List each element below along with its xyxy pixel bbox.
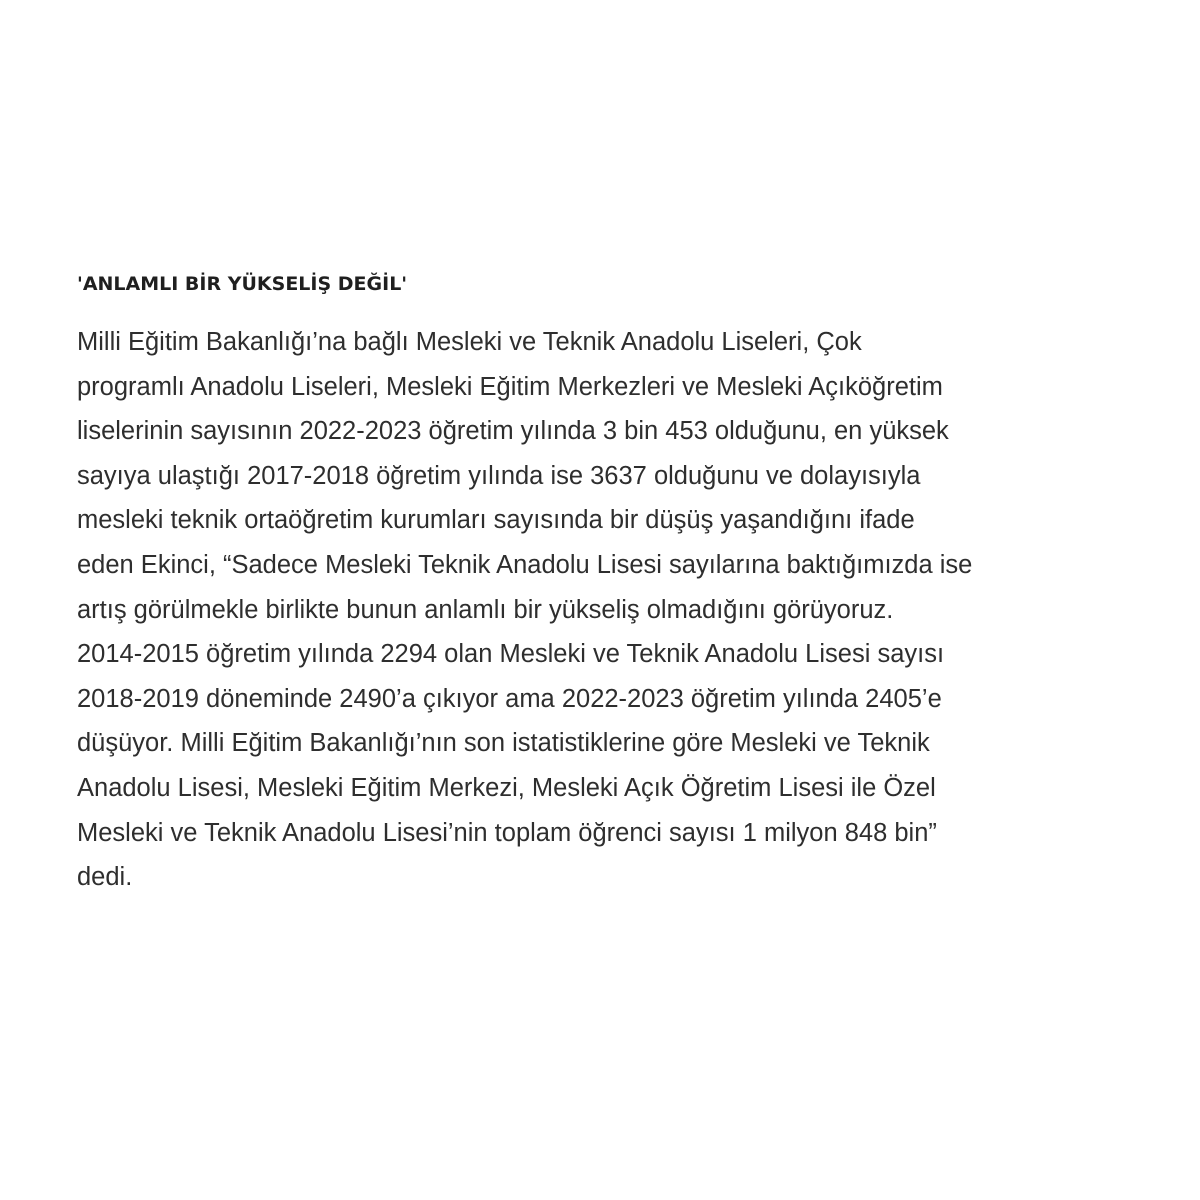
paragraph-line: sayıya ulaştığı 2017-2018 öğretim yılında ise 3637 olduğunu ve dolayısıyla (77, 461, 921, 490)
paragraph-line: dedi. (77, 863, 133, 892)
paragraph-line: eden Ekinci, “Sadece Mesleki Teknik Anadolu Lisesi sayılarına baktığımızda ise (77, 550, 973, 579)
paragraph-line: Mesleki ve Teknik Anadolu Lisesi’nin toplam öğrenci sayısı 1 milyon 848 bin” (77, 818, 937, 847)
paragraph-line: Milli Eğitim Bakanlığı’na bağlı Mesleki ve Teknik Anadolu Liseleri, Çok (77, 328, 862, 356)
paragraph-line: mesleki teknik ortaöğretim kurumları sayısında bir düşüş yaşandığını ifade (77, 506, 915, 535)
article-section (77, 268, 1175, 900)
paragraph-line: artış görülmekle birlikte bunun anlamlı bir yükseliş olmadığını görüyoruz. (77, 595, 894, 624)
paragraph-line: liselerinin sayısının 2022-2023 öğretim yılında 3 bin 453 olduğunu, en yüksek (77, 417, 949, 446)
paragraph-line: 2014-2015 öğretim yılında 2294 olan Mesleki ve Teknik Anadolu Lisesi sayısı (77, 640, 945, 669)
section-heading: 'ANLAMLI BİR YÜKSELİŞ DEĞİL' (77, 273, 408, 295)
paragraph-line: 2018-2019 döneminde 2490’a çıkıyor ama 2022-2023 öğretim yılında 2405’e (77, 684, 942, 713)
paragraph-line: Anadolu Lisesi, Mesleki Eğitim Merkezi, Mesleki Açık Öğretim Lisesi ile Özel (77, 773, 936, 802)
paragraph-line: düşüyor. Milli Eğitim Bakanlığı’nın son istatistiklerine göre Mesleki ve Teknik (77, 729, 930, 758)
paragraph-line: programlı Anadolu Liseleri, Mesleki Eğitim Merkezleri ve Mesleki Açıköğretim (77, 372, 943, 401)
article-paragraph (77, 320, 1175, 900)
